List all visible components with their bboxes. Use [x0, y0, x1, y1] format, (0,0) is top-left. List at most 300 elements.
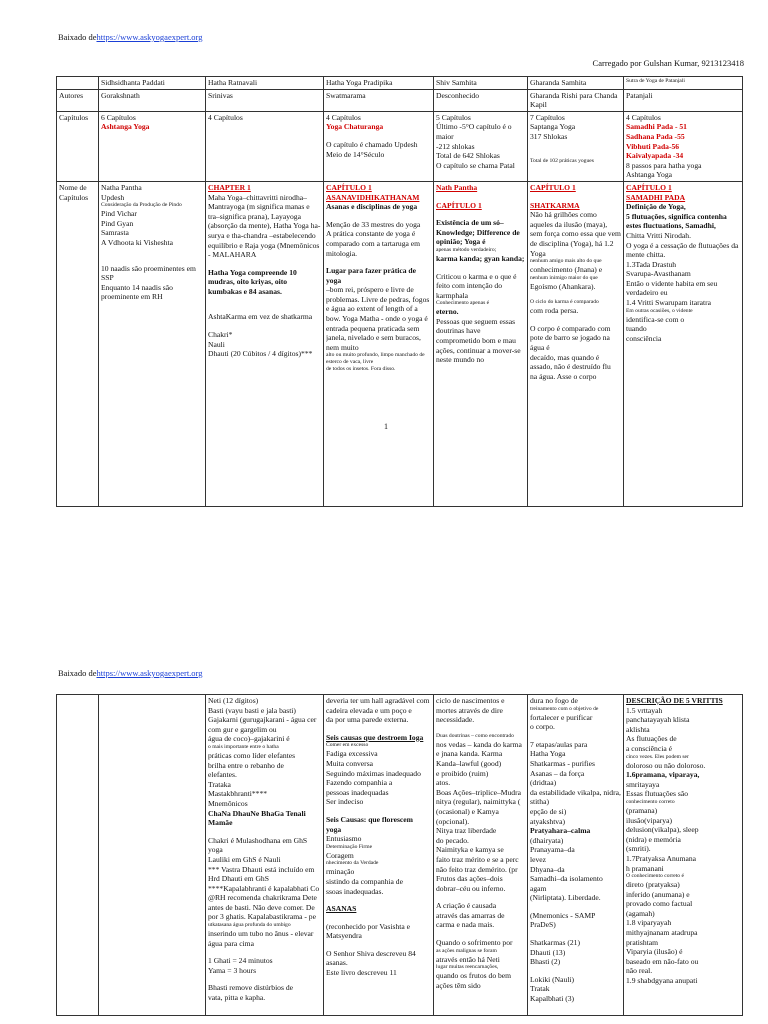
text-line: Definição de Yoga,	[626, 202, 686, 212]
cell	[434, 181, 528, 506]
text-line: fortalecer e purificar	[530, 712, 593, 722]
text-line: Boas Ações–triplice–Mudra	[436, 787, 521, 797]
text-line: levez	[530, 854, 547, 864]
header-cell: Shiv Samhita	[434, 77, 528, 90]
text-line: Kanda–lawful (good)	[436, 758, 502, 768]
text-line: ASANAS	[326, 904, 357, 914]
text-line: Determinação Firme	[326, 843, 373, 850]
text-line: Yoga Chaturanga	[326, 122, 384, 132]
cell	[528, 181, 624, 506]
text-line: ilusão(viparya)	[626, 815, 672, 825]
spacer	[208, 696, 321, 1014]
text-line: brilha entre o rebanho de	[208, 760, 284, 770]
text-line: (reconhecido por Vasishta e Matsyendra	[326, 921, 410, 941]
text-line: As flutuações de	[626, 734, 677, 744]
text-line: Não há grilhões como aqueles da ilusão (maya), sem força como essa que vem de disciplina (Yoga), há 1.2 Yoga	[530, 210, 621, 258]
text-line: apenas método verdadeiro;	[436, 246, 497, 253]
text-line: O capítulo se chama Patal	[436, 160, 515, 170]
text-line: 1.3Tada Drastuh	[626, 259, 677, 269]
text-line: 6 Capítulos	[101, 112, 136, 122]
download-source	[58, 32, 202, 42]
text-line: delusion(vikalpa), sleep	[626, 825, 699, 835]
text-line: não real.	[626, 966, 653, 976]
text-line: direto (pratyaksa)	[626, 880, 680, 890]
text-line: Lauliki em GhS é Nauli	[208, 854, 281, 864]
text-line: 317 Shlokas	[530, 131, 568, 141]
cell	[99, 111, 206, 181]
text-line: Maha Yoga–chittavritti nirodha–Mantrayoga (m significa manas e tra–significa prana), Layayoga (absorção da mente), Hatha Yoga ha-surya e tha-chandra –estabelecendo equilíbrio e Raja yoga (Mnemônicos - MALAHARA	[208, 192, 321, 260]
spacer	[101, 248, 203, 256]
text-line: cadeira elevada e um poço e	[326, 705, 412, 715]
text-line: (smriti).	[626, 844, 651, 854]
text-line: O Senhor Shiva descreveu 84 asanas.	[326, 948, 416, 968]
text-line: Asanas – da força	[530, 768, 585, 778]
text-line: Nauli	[208, 339, 225, 349]
spacer	[326, 696, 431, 1014]
text-line: Último -5°O capítulo é o maior	[436, 122, 512, 141]
spacer	[530, 316, 621, 324]
text-line: Dhauti (20 Cúbitos / 4 dígitos)***	[208, 349, 313, 359]
spacer	[436, 193, 525, 201]
text-line: e proibido (ruim)	[436, 768, 489, 778]
spacer	[530, 150, 621, 158]
text-line: *** Vastra Dhauti está incluído em	[208, 864, 315, 874]
text-line: O ciclo do karma é comparado	[530, 299, 599, 306]
cell	[324, 181, 434, 506]
text-line: Seis Causas: que florescem	[326, 814, 413, 824]
text-line: na água. Asse o corpo	[530, 371, 597, 381]
text-line: Total de 102 práticas yogues	[530, 157, 594, 164]
cell	[434, 695, 528, 1016]
text-line: atos.	[436, 778, 451, 788]
text-line: Yama = 3 hours	[208, 965, 257, 975]
text-line: (opcional).	[436, 816, 470, 826]
spacer	[530, 967, 621, 975]
text-line: Asanas e disciplinas de yoga	[326, 202, 418, 212]
text-line: rminação	[326, 867, 355, 877]
text-line: Hatha Yoga	[530, 749, 566, 759]
text-line: yoga	[326, 824, 342, 834]
text-line: Shatkarmas (21)	[530, 938, 580, 948]
text-line: 1.7Pratyaksa Anumana	[626, 853, 697, 863]
text-line: conhecimento (Jnana) e	[530, 265, 603, 275]
text-line: 1.8 viparyayah	[626, 918, 672, 928]
spacer	[326, 258, 431, 266]
cell	[528, 111, 624, 181]
spacer	[626, 183, 740, 505]
spacer	[530, 142, 621, 150]
text-line: CAPÍTULO 1	[436, 200, 482, 210]
text-line: quando os frutos do bem	[436, 971, 512, 981]
spacer	[436, 183, 525, 505]
row-label: Capítulos	[57, 111, 99, 181]
text-line: Pranayama–da	[530, 845, 575, 855]
text-line: 8 passos para hatha yoga	[626, 160, 702, 170]
text-line: Entusiasmo	[326, 834, 362, 844]
spacer	[626, 696, 740, 1014]
table-header-row	[57, 77, 743, 90]
spacer	[530, 696, 621, 1014]
text-line: O conhecimento correto é	[626, 873, 684, 880]
text-line: mortes através de dire	[436, 705, 503, 715]
text-line: CAPÍTULO 1	[626, 182, 672, 192]
row-label: Autores	[57, 89, 99, 111]
text-line: carma e nada mais.	[436, 920, 495, 930]
text-line: Seis causas que destroem Ioga	[326, 732, 424, 742]
text-line: Ashtanga Yoga	[101, 122, 150, 132]
text-line: Total de 642 Shlokas	[436, 151, 500, 161]
cell	[99, 181, 206, 506]
text-line: treinamento com o objetivo de	[530, 705, 599, 712]
text-line: identifica-se com o	[626, 314, 685, 324]
text-line: AshtaKarma em vez de shatkarma	[208, 312, 313, 322]
text-line: provado como factual	[626, 899, 693, 909]
spacer	[436, 210, 525, 218]
spacer	[208, 183, 321, 505]
text-line: práticas como líder elefantes	[208, 750, 296, 760]
text-line: Shatkarmas - purifies	[530, 758, 595, 768]
text-line: Naimityka e kamya se	[436, 845, 504, 855]
text-line: Seguindo máximas inadequado	[326, 768, 421, 778]
text-line: Pind Gyan	[101, 218, 134, 228]
text-line: alto ou muito profundo, limpo manchado de esterco de vaca, livre	[326, 352, 425, 366]
text-line: Ser indeciso	[326, 797, 364, 807]
text-line: atyakshtva)	[530, 816, 566, 826]
text-line: PraDeS)	[530, 920, 556, 930]
text-line: Sadhana Pada -55	[626, 131, 685, 141]
download-prefix: Baixado de	[58, 32, 97, 42]
text-line: eterno.	[436, 307, 459, 317]
text-line: –bom rei, próspero e livre de problemas. Livre de pedras, fogos e água ao extent of length of a bow. Yoga Matha - onde o yoga é entrada pequena praticada sem janela, nivelado e sem buracos, nem muito	[326, 285, 430, 352]
text-line: Fazendo companhia a	[326, 778, 393, 788]
table-row	[57, 695, 743, 1016]
text-line: 1 Ghati = 24 minutos	[208, 956, 273, 966]
text-line: lugar muitas reencarnações,	[436, 964, 499, 971]
text-line: karma kanda; gyan kanda;	[436, 253, 525, 263]
source-link[interactable]: https://www.askyogaexpert.org	[96, 32, 203, 42]
text-line: faito traz mérito e se a perc	[436, 854, 519, 864]
text-line: Updesh	[101, 192, 125, 202]
text-line: antes de basti. Não deve comer. De	[208, 902, 315, 912]
text-line: h pramanani	[626, 863, 664, 873]
cell	[206, 111, 324, 181]
cell: Patanjali	[624, 89, 743, 111]
text-line: epção de si)	[530, 806, 567, 816]
cell	[528, 695, 624, 1016]
spacer	[59, 696, 96, 1014]
text-line: Frutos das ações–dois	[436, 874, 503, 884]
text-line: Ashtanga Yoga	[626, 170, 672, 180]
text-line: 5 flutuações, significa contenha estes fluctuations, Samadhi,	[626, 211, 727, 231]
download-prefix: Baixado de	[58, 668, 97, 678]
text-line: Bhasti (2)	[530, 957, 561, 967]
header-cell	[57, 77, 99, 90]
spacer	[436, 264, 525, 272]
spacer	[326, 941, 431, 949]
spacer	[530, 183, 621, 505]
text-line: (agamah)	[626, 908, 655, 918]
spacer	[436, 696, 525, 1014]
text-line: ****Kapalabhranti é kapalabhati Co	[208, 883, 320, 893]
text-line: Pind Vichar	[101, 209, 137, 219]
uploaded-by: Carregado por Gulshan Kumar, 9213123418	[592, 58, 744, 68]
text-line: CAPÍTULO 1	[530, 182, 576, 192]
text-line: de todos os insetos. Fora disso.	[326, 366, 396, 373]
cell: Gorakshnath	[99, 89, 206, 111]
cell	[324, 111, 434, 181]
text-line: as ações malignas se foram	[436, 947, 497, 954]
text-line: Comer em excesso	[326, 742, 369, 749]
cell	[324, 695, 434, 1016]
text-line: com roda persa.	[530, 306, 579, 316]
text-line: por 3 ghatis. Kapalabastikrama - pe	[208, 912, 316, 922]
text-line: elefantes.	[208, 770, 237, 780]
text-line: mithyajnanam atadrupa	[626, 928, 698, 938]
text-line: ASANAVIDHIKATHANAM	[326, 192, 420, 202]
text-line: CAPÍTULO 1	[326, 182, 372, 192]
text-line: Samrasta	[101, 228, 129, 238]
text-line: Conhecimento apenas é	[436, 300, 490, 307]
text-line: pratishtam	[626, 937, 659, 947]
spacer	[530, 193, 621, 201]
text-line: (pramana)	[626, 805, 658, 815]
header-cell: Sutra de Yoga de Patanjali	[624, 77, 743, 90]
text-line: Então o vidente habita em seu verdadeiro eu	[626, 278, 718, 298]
table-row-capitulos	[57, 111, 743, 181]
text-line: O capítulo é chamado Updesh	[326, 139, 418, 149]
text-line: cinco vezes. Eles podem ser	[626, 753, 689, 760]
text-line: (Nirliptata). Liberdade.	[530, 893, 601, 903]
text-line: conhecimento correto	[626, 798, 675, 805]
comparison-table-continued	[56, 694, 743, 1016]
spacer	[530, 732, 621, 740]
cell: Swatmarama	[324, 89, 434, 111]
text-line: Viparyia (ilusão) é	[626, 947, 683, 957]
spacer	[101, 183, 203, 505]
text-line: Nitya traz liberdade	[436, 826, 497, 836]
text-line: necessidade.	[436, 715, 475, 725]
text-line: Trataka	[208, 779, 231, 789]
download-source-2	[58, 668, 202, 678]
cell	[206, 181, 324, 506]
text-line: o corpo.	[530, 722, 555, 732]
spacer	[436, 893, 525, 901]
spacer	[326, 914, 431, 922]
text-line: @RH recomenda chakrikrama Dete	[208, 893, 317, 903]
text-line: Neti (12 dígitos)	[208, 696, 259, 705]
text-line: com gur e gargelim ou	[208, 724, 277, 734]
text-line: Existência de um só– Knowledge; Difference de opinião; Yoga é	[436, 218, 520, 247]
spacer	[530, 930, 621, 938]
text-line: vata, pitta e kapha.	[208, 993, 266, 1003]
text-line: Mastakbhranti****	[208, 789, 268, 799]
text-line: Muita conversa	[326, 758, 374, 768]
text-line: Samadhi–da isolamento agam	[530, 874, 603, 893]
text-line: inserindo um tubo no ânus - elevar	[208, 929, 314, 939]
text-line: Pessoas que seguem essas doutrinas have comprometido bom e mau ações, continuar a mover-se neste mundo no	[436, 316, 521, 365]
text-line: Bhasti remove distúrbios de	[208, 983, 293, 993]
header-cell: Hatha Ratnavali	[206, 77, 324, 90]
spacer	[208, 296, 321, 304]
spacer	[326, 725, 431, 733]
cell: Gharanda Rishi para Chanda Kapil	[528, 89, 624, 111]
text-line: não feito traz demérito. (pr	[436, 864, 518, 874]
text-line: ssoas inadequadas.	[326, 886, 384, 896]
cell	[624, 111, 743, 181]
cell	[206, 695, 324, 1016]
text-line: Vibhuti Pada-56	[626, 141, 680, 151]
text-line: A Vdhoota ki Visheshta	[101, 237, 174, 247]
text-line: Pratyahara–calma	[530, 826, 591, 836]
text-line: o mais importante entre o hatha	[208, 743, 279, 750]
text-line: SAMADHI PADA	[626, 192, 686, 202]
text-line: pessoas inadequadas	[326, 787, 389, 797]
text-line: Svarupa-Avasthanam	[626, 269, 691, 279]
cell: Desconhecido	[434, 89, 528, 111]
spacer	[326, 212, 431, 220]
text-line: 10 naadis são proeminentes em SSP	[101, 263, 196, 283]
text-line: Criticou o karma e o que é feito com intenção do karmphala	[436, 271, 517, 300]
text-line: DESCRIÇÃO DE 5 VRITTIS	[626, 696, 723, 705]
spacer	[530, 291, 621, 299]
spacer	[326, 807, 431, 815]
comparison-table	[56, 76, 743, 507]
cell	[57, 695, 99, 1016]
text-line: Mnemônicos	[208, 798, 248, 808]
header-cell: Sidhsidhanta Paddati	[99, 77, 206, 90]
text-line: Lokiki (Nauli)	[530, 974, 575, 984]
text-line: utkatasana água profunda do umbigo	[208, 922, 291, 929]
text-line: dura no fogo de	[530, 696, 578, 705]
text-line: Samadhi Pada - 51	[626, 122, 687, 132]
spacer	[208, 304, 321, 312]
text-line: tuando	[626, 324, 647, 334]
text-line: (dhairyata)	[530, 835, 564, 845]
text-line: ciclo de nascimentos e	[436, 696, 505, 705]
text-line: Basti (vayu basti e jala basti)	[208, 705, 296, 715]
spacer	[326, 896, 431, 904]
text-line: stitha)	[530, 797, 549, 807]
text-line: Nath Pantha	[436, 182, 478, 192]
text-line: Chitta Vritti Nirodah.	[626, 230, 691, 240]
text-line: nitya (regular), naimittyka (	[436, 797, 521, 807]
text-line: nenhum inimigo maior do que	[530, 274, 598, 281]
spacer	[436, 930, 525, 938]
text-line: a consciência é	[626, 743, 672, 753]
text-line: 4 Capítulos	[626, 112, 661, 122]
text-line: Egoísmo (Ahankara).	[530, 281, 596, 291]
text-line: Natha Pantha	[101, 182, 142, 192]
text-line: Chakri é Mulashodhana em GhS yoga	[208, 835, 308, 855]
text-line: decaído, mas quando é assado, não é destruído flu	[530, 352, 611, 372]
text-line: Saptanga Yoga	[530, 122, 576, 132]
text-line: CHAPTER 1	[208, 182, 251, 192]
text-line: e jnana kanda. Karma	[436, 749, 503, 759]
cell	[434, 111, 528, 181]
text-line: 7 etapas/aulas para	[530, 739, 588, 749]
header-cell: Hatha Yoga Pradipika	[324, 77, 434, 90]
text-line: água de coco)–gajakarini é	[208, 734, 290, 744]
page-number: 1	[384, 422, 388, 431]
text-line: consciência	[626, 333, 662, 343]
text-line: Lugar para fazer prática de yoga	[326, 266, 416, 285]
source-link[interactable]: https://www.askyogaexpert.org	[96, 668, 203, 678]
text-line: Quando o sofrimento por	[436, 938, 513, 948]
cell	[624, 181, 743, 506]
text-line: Chakri*	[208, 330, 233, 340]
text-line: -212 shlokas	[436, 141, 475, 151]
text-line: Duas doutrinas – como encontrado	[436, 732, 514, 739]
text-line: nenhum amigo mais alto do que	[530, 258, 602, 265]
text-line: 5 Capítulos	[436, 112, 471, 122]
spacer	[101, 256, 203, 264]
spacer	[101, 696, 203, 1014]
text-line: dobrar–céu ou inferno.	[436, 883, 506, 893]
text-line: ações têm sido	[436, 980, 481, 990]
text-line: Essas flutuações são	[626, 789, 688, 799]
text-line: 1.5 vrttayah	[626, 705, 663, 715]
text-line: 1.9 shabdgyana anupati	[626, 976, 698, 986]
text-line: água para cima	[208, 938, 254, 948]
spacer	[208, 948, 321, 956]
text-line: smritayaya	[626, 779, 660, 789]
text-line: Em outras ocasiões, o vidente	[626, 307, 693, 314]
text-line: nos vedas – kanda do karma	[436, 739, 522, 749]
spacer	[208, 975, 321, 983]
text-line: Dhyana–da	[530, 864, 565, 874]
text-line: (ocasional) e Kamya	[436, 806, 499, 816]
text-line: A prática constante de yoga é comparado com a tartaruga em mitologia.	[326, 229, 421, 258]
text-line: panchatayayah klista	[626, 715, 690, 725]
spacer	[208, 322, 321, 330]
text-line: baseado em não-fato ou	[626, 956, 699, 966]
text-line: do pecado.	[436, 835, 469, 845]
text-line: Fadiga excessiva	[326, 749, 378, 759]
text-line: ChaNa DhauNe BhaGa Tenali Mamãe	[208, 808, 306, 828]
text-line: nhecimento da Verdade	[326, 860, 379, 867]
cell	[624, 695, 743, 1016]
text-line: através das amarras de	[436, 910, 505, 920]
text-line: 7 Capítulos	[530, 112, 565, 122]
text-line: O yoga é a cessação de flutuações da mente chitta.	[626, 240, 739, 260]
text-line: da estabilidade vikalpa, nidra,	[530, 787, 621, 797]
row-label: Nome de Capítulos	[57, 181, 99, 506]
cell: Srinivas	[206, 89, 324, 111]
text-line: Dhauti (13)	[530, 947, 566, 957]
text-line: aklishta	[626, 724, 650, 734]
spacer	[326, 132, 431, 140]
cell	[99, 695, 206, 1016]
text-line: O corpo é comparado com pote de barro se jogado na água é	[530, 323, 611, 353]
text-line: (dridtaa)	[530, 778, 557, 788]
text-line: 4 Capítulos	[326, 112, 361, 122]
text-line: Tratak	[530, 984, 550, 994]
text-line: Este livro descreveu 11	[326, 968, 397, 978]
text-line: 1.4 Vritti Swarupam itaratra	[626, 298, 712, 308]
spacer	[436, 725, 525, 733]
text-line: sistindo da companhia de	[326, 876, 403, 886]
text-line: da por uma parede externa.	[326, 715, 409, 725]
text-line: Gajakarni (gurugajkarani - água cer	[208, 715, 317, 725]
text-line: através então há Neti	[436, 954, 500, 964]
text-line: 1.6pramana, viparaya,	[626, 770, 700, 780]
text-line: Menção de 33 mestres do yoga	[326, 219, 421, 229]
text-line: Hrd Dhauti em GhS	[208, 874, 269, 884]
text-line: doloroso ou não doloroso.	[626, 760, 706, 770]
text-line: Consideração da Produção de Pindo	[101, 202, 182, 209]
text-line: A criação é causada	[436, 901, 497, 911]
table-row-autores	[57, 89, 743, 111]
